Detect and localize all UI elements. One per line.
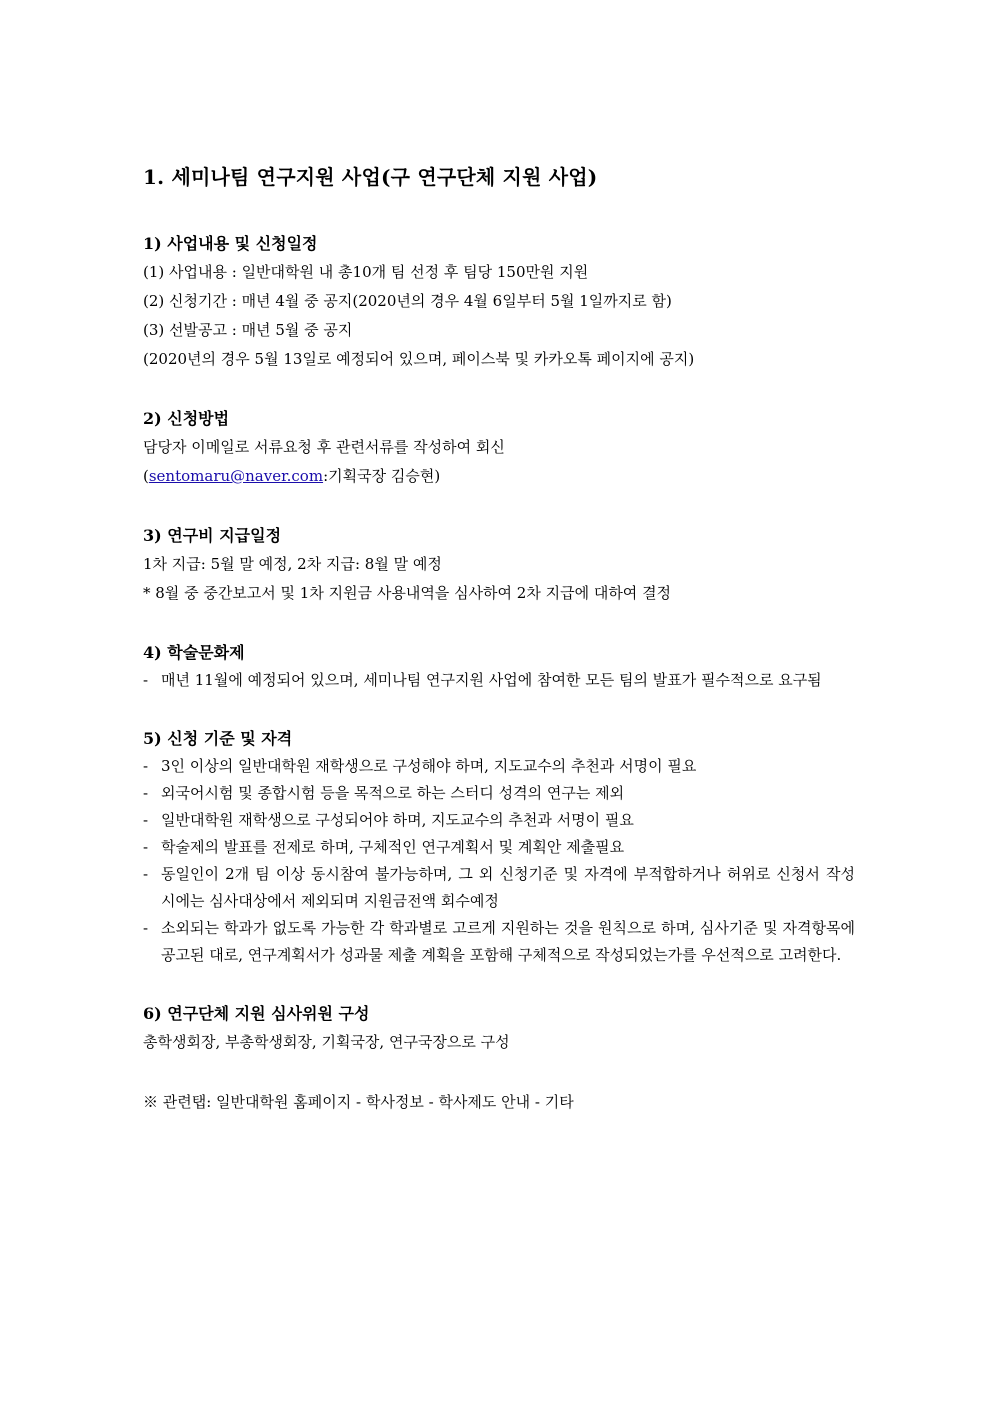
list-item — [143, 807, 855, 834]
dash-bullet: - — [143, 919, 149, 937]
section-heading: 1) 사업내용 및 신청일정 — [143, 234, 318, 253]
application-period-line: (2) 신청기간 : 매년 4월 중 공지(2020년의 경우 4월 6일부터 5월 1일까지로 함) — [143, 292, 672, 310]
section-heading: 5) 신청 기준 및 자격 — [143, 729, 293, 748]
document-page — [143, 162, 855, 1117]
list-item-text: 소외되는 학과가 없도록 가능한 각 학과별로 고르게 지원하는 것을 원칙으로 하며, 심사기준 및 자격항목에 공고된 대로, 연구계획서가 성과물 제출 계획을 포함해 구체적으로 작성되었는가를 우선적으로 고려한다. — [161, 919, 855, 964]
list-item-text: 동일인이 2개 팀 이상 동시참여 불가능하며, 그 외 신청기준 및 자격에 부적합하거나 허위로 신청서 작성 시에는 심사대상에서 제외되며 지원금전액 회수예정 — [161, 865, 855, 910]
dash-bullet: - — [143, 757, 149, 775]
payment-schedule-line: 1차 지급: 5월 말 예정, 2차 지급: 8월 말 예정 — [143, 555, 442, 573]
list-item — [143, 861, 855, 915]
business-content-line: (1) 사업내용 : 일반대학원 내 총10개 팀 선정 후 팀당 150만원 지원 — [143, 263, 589, 281]
section-heading: 2) 신청방법 — [143, 409, 230, 428]
related-tab-note: ※ 관련탭: 일반대학원 홈페이지 - 학사정보 - 학사제도 안내 - 기타 — [143, 1093, 574, 1111]
section-review-committee — [143, 1000, 855, 1057]
list-item-text: 학술제의 발표를 전제로 하며, 구체적인 연구계획서 및 계획안 제출필요 — [161, 838, 625, 856]
list-item — [143, 667, 855, 694]
section-heading: 3) 연구비 지급일정 — [143, 526, 282, 545]
committee-composition-line: 총학생회장, 부총학생회장, 기획국장, 연구국장으로 구성 — [143, 1033, 510, 1051]
list-item-text: 매년 11월에 예정되어 있으며, 세미나팀 연구지원 사업에 참여한 모든 팀의 발표가 필수적으로 요구됨 — [161, 671, 822, 689]
application-method-line: 담당자 이메일로 서류요청 후 관련서류를 작성하여 회신 — [143, 438, 505, 456]
list-item — [143, 753, 855, 780]
contact-line — [143, 462, 855, 491]
contact-email-link[interactable]: sentomaru@naver.com — [148, 467, 324, 485]
section-payment-schedule — [143, 522, 855, 608]
payment-note-line: * 8월 중 중간보고서 및 1차 지원금 사용내역을 심사하여 2차 지급에 대하여 결정 — [143, 584, 672, 602]
list-item — [143, 780, 855, 807]
document-title: 1. 세미나팀 연구지원 사업(구 연구단체 지원 사업) — [143, 165, 598, 189]
section-academic-festival — [143, 639, 855, 694]
dash-bullet: - — [143, 671, 149, 689]
dash-bullet: - — [143, 784, 149, 802]
list-item-text: 외국어시험 및 종합시험 등을 목적으로 하는 스터디 성격의 연구는 제외 — [161, 784, 625, 802]
selection-notice-line: (3) 선발공고 : 매년 5월 중 공지 — [143, 321, 353, 339]
list-item-text: 3인 이상의 일반대학원 재학생으로 구성해야 하며, 지도교수의 추천과 서명이 필요 — [161, 757, 697, 775]
contact-open-paren: ( — [143, 467, 149, 485]
list-item — [143, 915, 855, 969]
list-item — [143, 834, 855, 861]
dash-bullet: - — [143, 865, 149, 883]
section-eligibility — [143, 725, 855, 969]
section-heading: 4) 학술문화제 — [143, 643, 245, 662]
contact-person: :기획국장 김승현) — [323, 467, 441, 485]
section-business-schedule — [143, 230, 855, 374]
section-application-method — [143, 405, 855, 491]
dash-bullet: - — [143, 838, 149, 856]
dash-bullet: - — [143, 811, 149, 829]
selection-notice-detail: (2020년의 경우 5월 13일로 예정되어 있으며, 페이스북 및 카카오톡 페이지에 공지) — [143, 350, 695, 368]
list-item-text: 일반대학원 재학생으로 구성되어야 하며, 지도교수의 추천과 서명이 필요 — [161, 811, 634, 829]
section-heading: 6) 연구단체 지원 심사위원 구성 — [143, 1004, 370, 1023]
